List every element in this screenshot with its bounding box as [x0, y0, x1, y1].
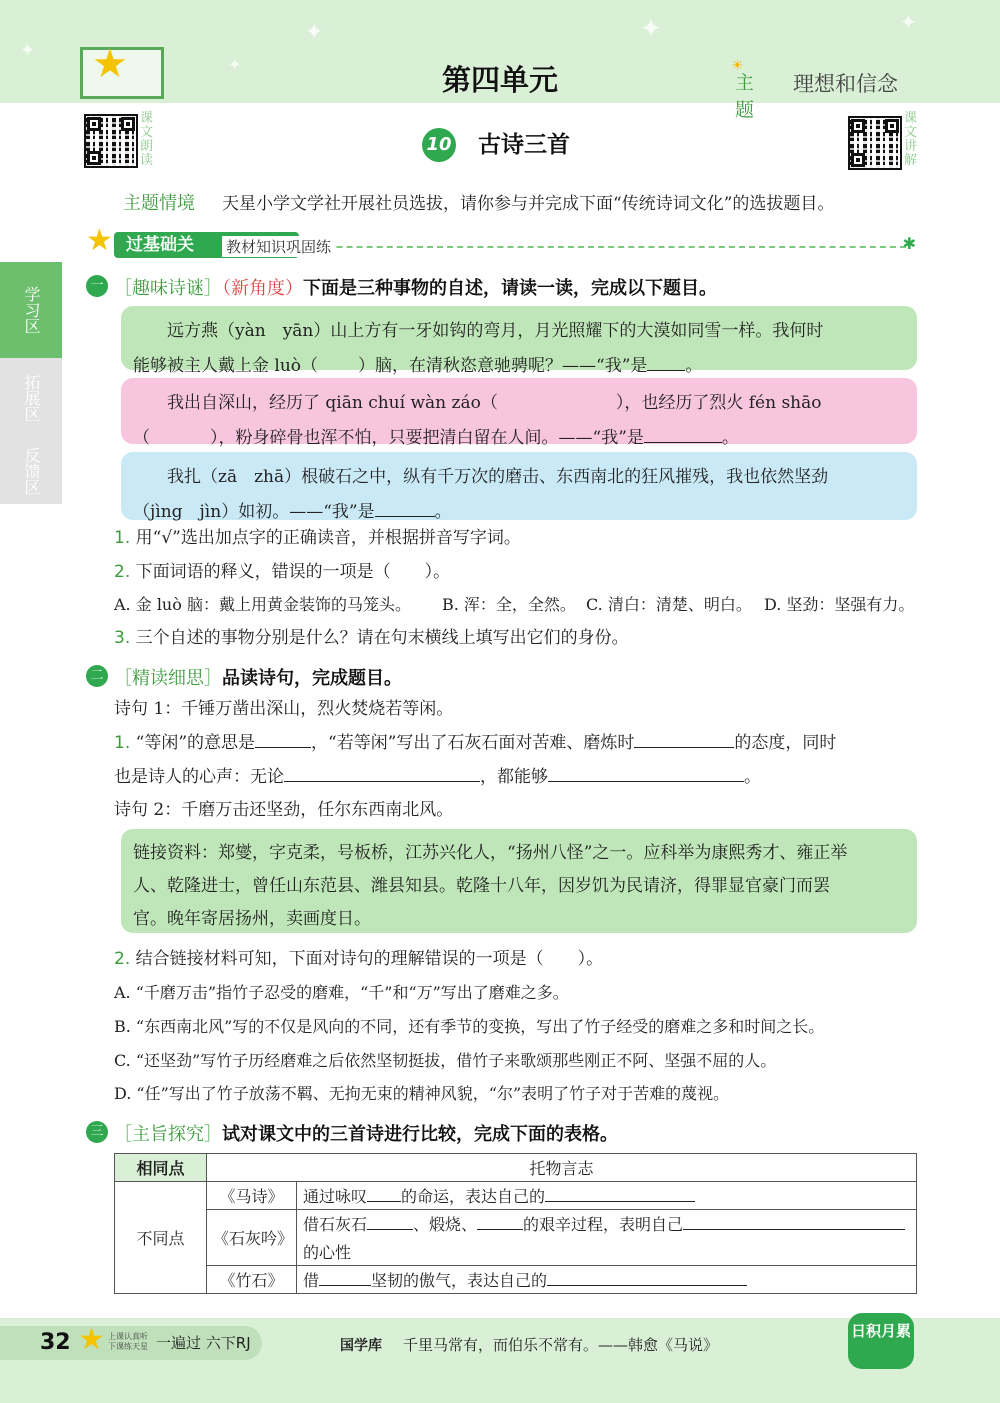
comparison-table	[114, 1153, 917, 1294]
answer-blank[interactable]	[547, 1268, 747, 1286]
option-a[interactable]: A. “千磨万击”指竹子忍受的磨难，“千”和“万”写出了磨难之多。	[114, 983, 569, 1002]
sub-question: 2. 下面词语的释义，错误的一项是（ ）。	[114, 562, 451, 582]
question-header	[114, 1120, 618, 1146]
poem-line-2: 诗句 2：千磨万击还坚劲，任尔东西南北风。	[114, 800, 454, 820]
answer-blank[interactable]	[375, 499, 435, 517]
option-c[interactable]: C. 清白：清楚、明白。	[586, 595, 752, 614]
riddle-box-1	[121, 306, 917, 376]
table-row	[115, 1266, 917, 1294]
answer-blank[interactable]	[150, 425, 210, 443]
riddle-line: 我出自深山，经历了 qiān chuí wàn záo（ ），也经历了烈火 fén shāo	[133, 386, 905, 421]
riddle-line: （ ），粉身碎骨也浑不怕，只要把清白留在人间。——“我”是 。	[133, 421, 905, 456]
riddle-line: 远方燕（yàn yān）山上方有一牙如钩的弯月，月光照耀下的大漠如同雪一样。我何时	[167, 321, 824, 341]
quote-label: 国学库	[340, 1338, 382, 1354]
question-tag-new: （新角度）	[222, 278, 303, 299]
answer-blank[interactable]	[367, 1184, 401, 1202]
side-tab-study[interactable]: 学习区	[0, 262, 62, 358]
option-a[interactable]: A. 金 luò 脑：戴上用黄金装饰的马笼头。	[114, 595, 411, 614]
lesson-title: 古诗三首	[478, 132, 570, 158]
daily-accumulation-badge: 日积月累	[848, 1313, 914, 1369]
same-label: 相同点	[115, 1154, 207, 1182]
answer-blank[interactable]	[683, 1212, 905, 1230]
quote-text: 千里马常有，而伯乐不常有。——韩愈《马说》	[403, 1336, 719, 1354]
star-decoration-icon: ✦	[900, 10, 917, 34]
sub-question: 2. 结合链接材料可知，下面对诗句的理解错误的一项是（ ）。	[114, 949, 604, 969]
section-badge: 过基础关	[114, 232, 299, 258]
answer-blank[interactable]	[284, 764, 480, 782]
question-tag: ［趣味诗谜］	[114, 278, 222, 299]
riddle-line: （jìng jìn）如初。——“我”是 。	[133, 495, 905, 530]
diff-label: 不同点	[115, 1182, 207, 1294]
option-d[interactable]: D. “任”写出了竹子放荡不羁、无拘无束的精神风貌，“尔”表明了竹子对于苦难的蔑视。	[114, 1084, 730, 1103]
poem-name: 《竹石》	[207, 1266, 297, 1294]
question-tag: ［精读细思］	[114, 668, 222, 689]
qr-code-icon[interactable]	[84, 114, 138, 168]
option-b[interactable]: B. “东西南北风”写的不仅是风向的不同，还有季节的变换，写出了竹子经受的磨难之多和时间之长。	[114, 1017, 825, 1036]
answer-blank[interactable]	[319, 1268, 371, 1286]
star-mascot-icon: ★	[92, 41, 128, 87]
star-mascot-icon: ★	[78, 1322, 105, 1357]
question-tag: ［主旨探究］	[114, 1124, 222, 1145]
link-material-box: 链接资料：郑燮，字克柔，号板桥，江苏兴化人，“扬州八怪”之一。应科举为康熙秀才、雍正举 人、乾隆进士，曾任山东范县、潍县知县。乾隆十八年，因岁饥为民请济，得罪显官豪门而罢 官。晚年寄居扬州，卖画度日。	[121, 829, 917, 933]
star-decoration-icon: ✱	[902, 234, 916, 253]
answer-blank[interactable]	[367, 1212, 413, 1230]
footer-slogan: 上课认真听 下课练天星	[108, 1332, 148, 1351]
theme-value: 理想和信念	[793, 72, 898, 96]
section-subtitle: 教材知识巩固练	[222, 236, 335, 257]
side-tab-extend[interactable]: 拓展区	[0, 358, 62, 438]
table-row	[115, 1154, 917, 1182]
answer-blank[interactable]	[644, 425, 722, 443]
riddle-line: 我扎（zā zhā）根破石之中，纵有千万次的磨击、东西南北的狂风摧残，我也依然坚劲	[167, 467, 829, 487]
question-prompt: 品读诗句，完成题目。	[222, 668, 402, 689]
book-title: 一遍过 六下RJ	[156, 1334, 251, 1352]
answer-blank[interactable]	[318, 353, 358, 371]
question-prompt: 下面是三种事物的自述，请读一读，完成以下题目。	[303, 278, 717, 299]
answer-blank[interactable]	[647, 353, 685, 371]
unit-title: 第四单元	[441, 63, 558, 97]
answer-blank[interactable]	[634, 730, 734, 748]
qr-code-icon[interactable]	[848, 116, 902, 170]
question-header	[114, 664, 402, 690]
table-cell: 的心性	[297, 1238, 917, 1266]
poem-name: 《马诗》	[207, 1182, 297, 1210]
question-number-badge: 二	[86, 665, 108, 687]
scenario-label: 主题情境	[123, 193, 195, 214]
sub-question: 1. “等闲”的意思是 ，“若等闲”写出了石灰石面对苦难、磨炼时 的态度，同时	[114, 730, 924, 755]
page-number: 32	[40, 1330, 71, 1355]
poem-name: 《石灰吟》	[207, 1210, 297, 1266]
question-number-badge: 一	[86, 275, 108, 297]
star-mascot-icon: ★	[86, 223, 113, 258]
option-d[interactable]: D. 坚劲：坚强有力。	[764, 595, 915, 614]
star-decoration-icon: ✦	[305, 20, 324, 45]
answer-blank[interactable]	[498, 390, 616, 408]
question-header	[114, 274, 717, 300]
riddle-line: 能够被主人戴上金 luò（ ）脑，在清秋恣意驰骋呢？——“我”是 。	[133, 349, 905, 384]
theme-label: 主题	[735, 72, 755, 121]
scenario-text: 天星小学文学社开展社员选拔，请你参与并完成下面“传统诗词文化”的选拔题目。	[222, 194, 835, 214]
sub-question: 1. 用“√”选出加点字的正确读音，并根据拼音写字词。	[114, 528, 521, 548]
answer-blank[interactable]	[548, 764, 744, 782]
qr-left-label: 课文朗读	[140, 111, 154, 168]
star-decoration-icon: ✦	[228, 55, 242, 74]
table-row	[115, 1182, 917, 1210]
star-decoration-icon: ✦	[640, 14, 662, 44]
option-b[interactable]: B. 浑：全，全然。	[442, 595, 576, 614]
option-c[interactable]: C. “还坚劲”写竹子历经磨难之后依然坚韧挺拔，借竹子来歌颂那些刚正不阿、坚强不屈的人。	[114, 1051, 777, 1070]
star-decoration-icon: ✦	[20, 40, 36, 61]
side-tab-feedback[interactable]: 反馈区	[0, 438, 62, 504]
poem-line-1: 诗句 1：千锤万凿出深山，烈火焚烧若等闲。	[114, 699, 454, 719]
table-cell: 借石灰石 、煅烧、 的艰辛过程，表明自己	[297, 1210, 917, 1238]
section-bar	[86, 223, 916, 260]
question-prompt: 试对课文中的三首诗进行比较，完成下面的表格。	[222, 1124, 618, 1145]
sun-icon: ☀	[731, 58, 744, 74]
question-number-badge: 三	[86, 1121, 108, 1143]
sub-question-cont: 也是诗人的心声：无论 ，都能够 。	[114, 764, 924, 789]
answer-blank[interactable]	[255, 730, 311, 748]
same-value: 托物言志	[207, 1154, 917, 1182]
sub-question: 3. 三个自述的事物分别是什么？请在句末横线上填写出它们的身份。	[114, 628, 629, 648]
answer-blank[interactable]	[477, 1212, 523, 1230]
lesson-number-badge: 10	[422, 128, 456, 162]
riddle-box-2	[121, 378, 917, 448]
table-cell: 通过咏叹 的命运，表达自己的	[297, 1182, 917, 1210]
riddle-box-3	[121, 452, 917, 520]
answer-blank[interactable]	[545, 1184, 695, 1202]
section-divider	[266, 246, 906, 248]
qr-right-label: 课文讲解	[904, 111, 918, 168]
table-row	[115, 1210, 917, 1238]
table-cell: 借 坚韧的傲气，表达自己的	[297, 1266, 917, 1294]
